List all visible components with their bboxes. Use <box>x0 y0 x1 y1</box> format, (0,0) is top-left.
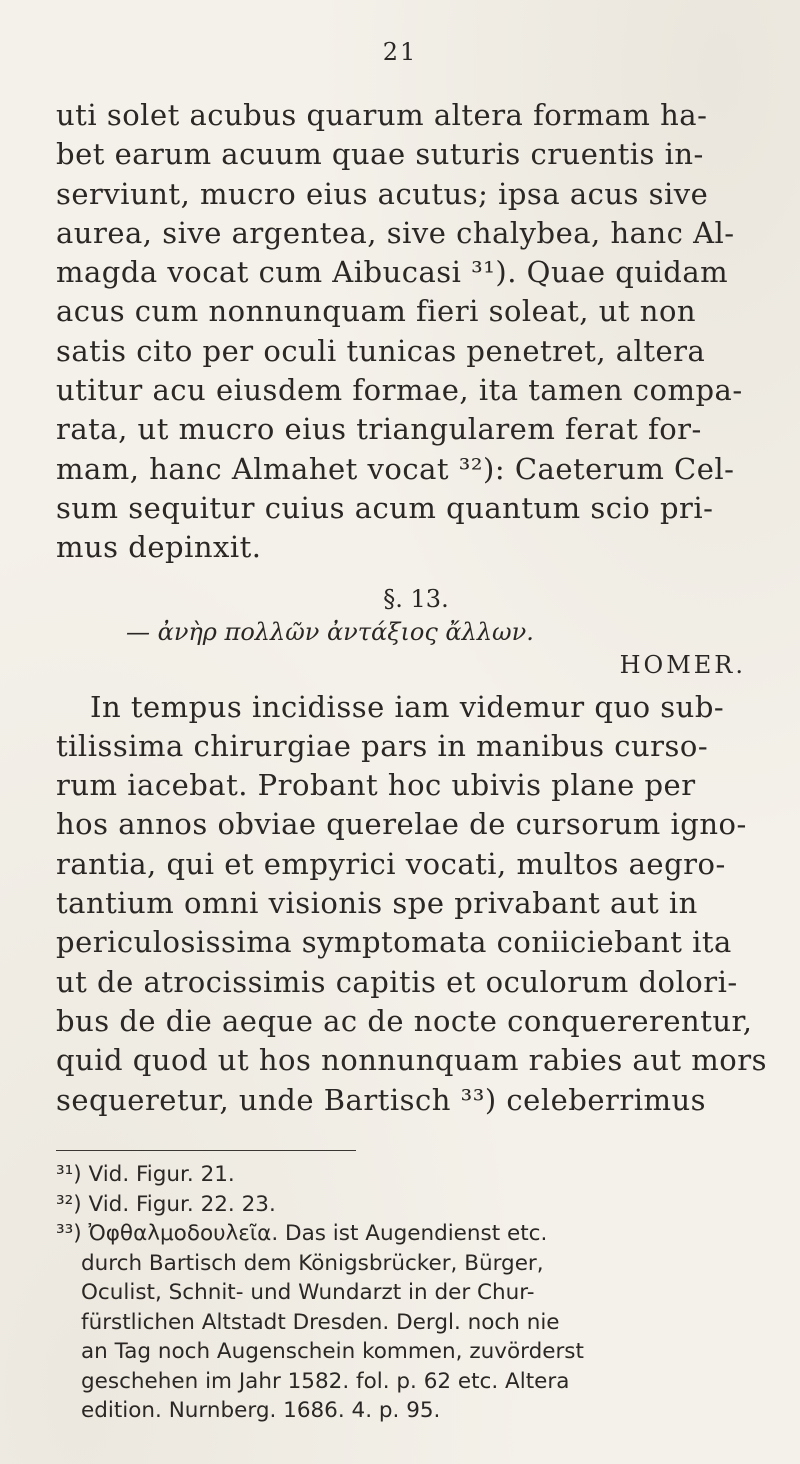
text-line: aurea, sive argentea, sive chalybea, hanc Al- <box>56 215 735 250</box>
text-line: sum sequitur cuius acum quantum scio pri- <box>56 490 714 525</box>
footnote-continuation: fürstlichen Altstadt Dresden. Dergl. noch nie <box>81 1309 560 1335</box>
text-line: mus depinxit. <box>56 530 262 565</box>
main-text <box>56 96 776 1120</box>
footnote: ³¹) Vid. Figur. 21. <box>56 1162 235 1187</box>
text-line: tantium omni visionis spe privabant aut in <box>56 886 698 921</box>
text-line: bet earum acuum quae suturis cruentis in- <box>56 137 704 172</box>
text-line: tilissima chirurgiae pars in manibus curso- <box>56 728 709 763</box>
text-line: In tempus incidisse iam videmur quo sub- <box>90 689 725 724</box>
footnote-continuation: Oculist, Schnit- und Wundarzt in der Chur- <box>81 1280 535 1305</box>
text-line: mam, hanc Almahet vocat ³²): Caeterum Cel- <box>56 451 735 486</box>
text-line: bus de die aeque ac de nocte conquererentur, <box>56 1003 753 1038</box>
footnote: ³³) Ὀφθαλμοδουλεῖα. Das ist Augendienst etc. <box>56 1221 548 1246</box>
text-line: ut de atrocissimis capitis et oculorum dolori- <box>56 964 738 999</box>
footnote-continuation: an Tag noch Augenschein kommen, zuvörderst <box>81 1339 584 1364</box>
text-line: rantia, qui et empyrici vocati, multos aegro- <box>56 846 726 881</box>
text-line: satis cito per oculi tunicas penetret, altera <box>56 333 706 368</box>
text-line: hos annos obviae querelae de cursorum igno- <box>56 807 747 842</box>
text-line: acus cum nonnunquam fieri soleat, ut non <box>56 294 697 329</box>
text-line: rum iacebat. Probant hoc ubivis plane per <box>56 768 696 803</box>
epigraph-quote: — ἀνὴρ πολλῶν ἀντάξιος ἄλλων. <box>126 617 534 646</box>
text-line: utitur acu eiusdem formae, ita tamen compa- <box>56 373 743 408</box>
footnote: ³²) Vid. Figur. 22. 23. <box>56 1191 276 1217</box>
footnote-continuation: durch Bartisch dem Königsbrücker, Bürger, <box>81 1250 544 1276</box>
footnote-continuation: edition. Nurnberg. 1686. 4. p. 95. <box>81 1398 441 1423</box>
footnote-continuation: geschehen im Jahr 1582. fol. p. 62 etc. Altera <box>81 1368 570 1394</box>
text-line: sequeretur, unde Bartisch ³³) celeberrimus <box>56 1082 707 1117</box>
text-line: periculosissima symptomata coniiciebant ita <box>56 925 732 960</box>
text-line: rata, ut mucro eius triangularem ferat for- <box>56 412 702 447</box>
text-line: magda vocat cum Aibucasi ³¹). Quae quidam <box>56 255 729 290</box>
epigraph-source: HOMER. <box>619 650 746 679</box>
footnotes <box>56 1160 776 1426</box>
footnote-divider <box>56 1150 356 1151</box>
text-line: serviunt, mucro eius acutus; ipsa acus sive <box>56 176 709 211</box>
text-line: quid quod ut hos nonnunquam rabies aut mors <box>56 1043 767 1078</box>
text-line: uti solet acubus quarum altera formam ha- <box>56 98 708 132</box>
section-heading: §. 13. <box>383 584 449 613</box>
page-number: 21 <box>382 38 418 66</box>
